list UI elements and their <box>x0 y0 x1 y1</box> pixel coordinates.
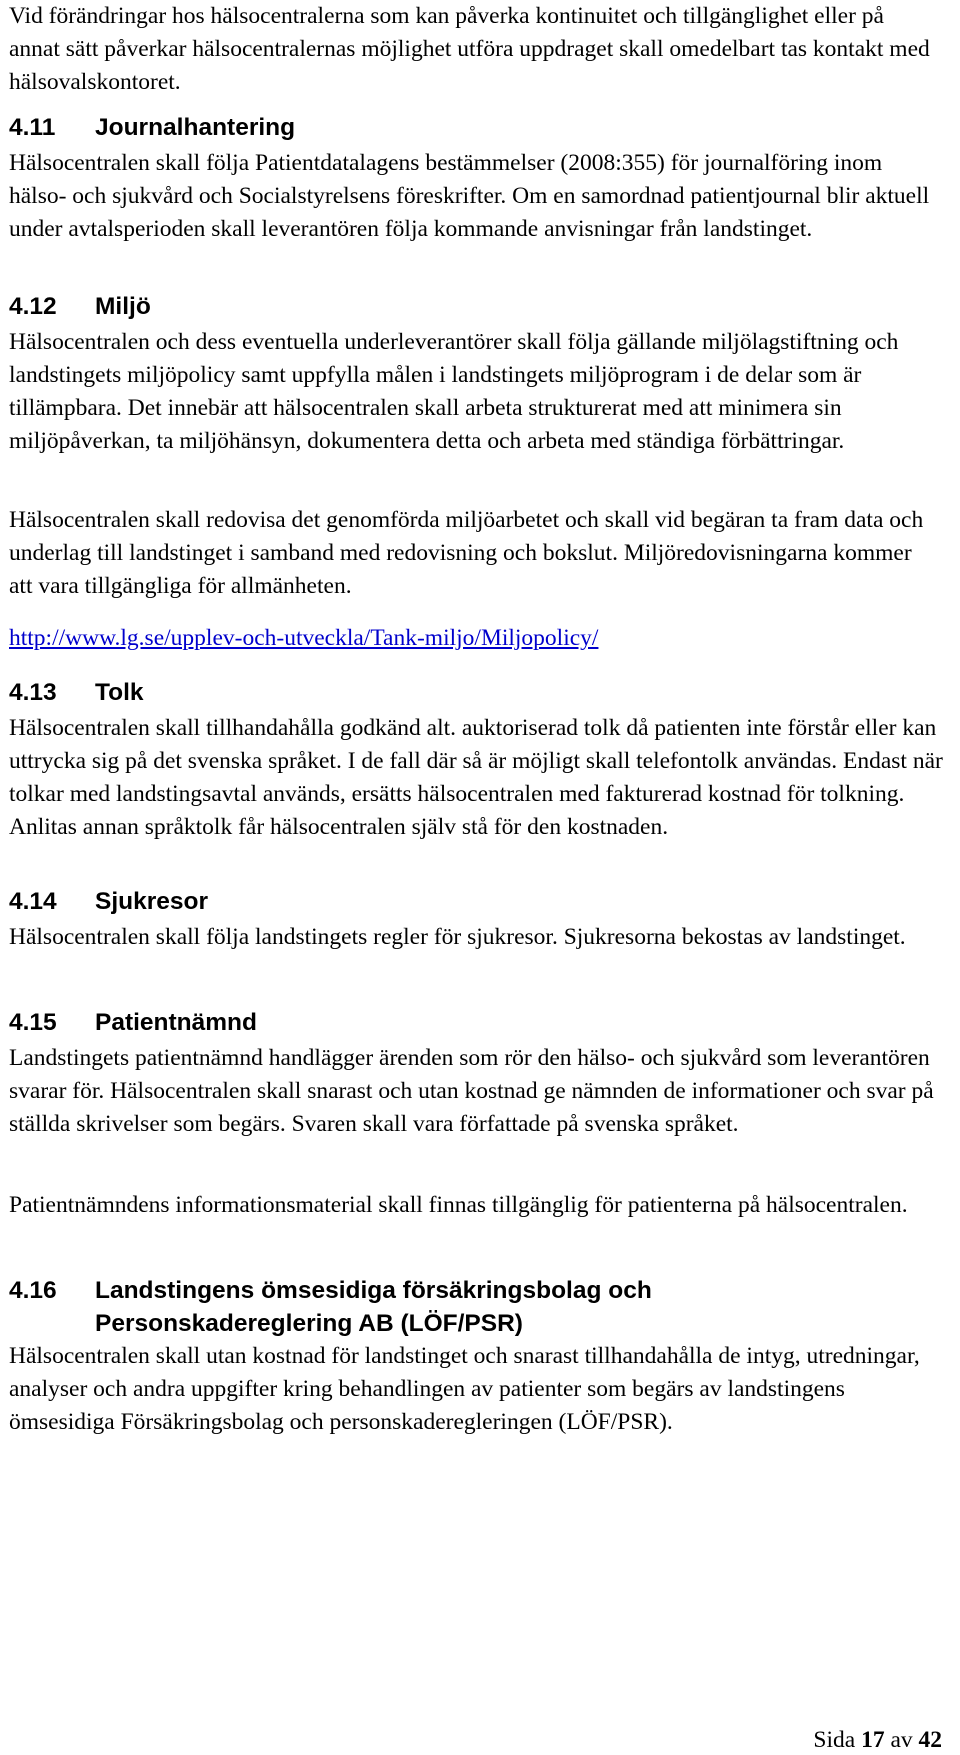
section-paragraph: Hälsocentralen skall följa landstingets regler för sjukresor. Sjukresorna bekostas av landstinget. <box>9 924 906 950</box>
section-number: 4.14 <box>9 888 57 915</box>
section-paragraph: Landstingets patientnämnd handlägger ärenden som rör den hälso- och sjukvård som leverantören svarar för. Hälsocentralen skall snarast och utan kostnad ge nämnden de informationer och svar på ställda skrivelser som begärs. Svaren skall vara författade på svenska språket. <box>9 1045 934 1137</box>
section-paragraph: Patientnämndens informationsmaterial skall finnas tillgänglig för patienterna på hälsocentralen. <box>9 1192 908 1218</box>
section-title: Tolk <box>95 679 144 706</box>
page-number: 17 <box>861 1727 885 1753</box>
section-paragraph: Hälsocentralen skall redovisa det genomförda miljöarbetet och skall vid begäran ta fram data och underlag till landstinget i samband med redovisning och bokslut. Miljöredovisningarna kommer att vara tillgängliga för allmänheten. <box>9 507 924 599</box>
section-title: Landstingens ömsesidiga försäkringsbolag och Personskadereglering AB (LÖF/PSR) <box>95 1277 652 1337</box>
section-heading-tolk <box>9 676 939 709</box>
section-number: 4.15 <box>9 1009 57 1036</box>
section-number: 4.11 <box>9 114 56 141</box>
section-paragraph: Hälsocentralen skall följa Patientdatalagens bestämmelser (2008:355) för journalföring inom hälso- och sjukvård och Socialstyrelsens föreskrifter. Om en samordnad patientjournal blir aktuell under avtalsperioden skall leverantören följa kommande anvisningar från landstinget. <box>9 150 930 242</box>
page-prefix: Sida <box>813 1727 856 1753</box>
miljopolicy-link-line <box>9 622 939 655</box>
section-number: 4.16 <box>9 1277 57 1304</box>
page-total: 42 <box>918 1727 942 1753</box>
section-title: Sjukresor <box>95 888 209 915</box>
section-title: Journalhantering <box>95 114 296 141</box>
section-title: Miljö <box>95 293 151 320</box>
section-paragraph: Hälsocentralen och dess eventuella underleverantörer skall följa gällande miljölagstiftning och landstingets miljöpolicy samt uppfylla målen i landstingets miljöprogram i de delar som är tillämpbara. Det innebär att hälsocentralen skall arbeta strukturerat med att minimera sin miljöpåverkan, ta miljöhänsyn, dokumentera detta och arbeta med ständiga förbättringar. <box>9 329 899 454</box>
section-number: 4.13 <box>9 679 57 706</box>
section-heading-lof-psr <box>9 1274 789 1340</box>
section-number: 4.12 <box>9 293 57 320</box>
intro-paragraph: Vid förändringar hos hälsocentralerna som kan påverka kontinuitet och tillgänglighet eller på annat sätt påverkar hälsocentralernas möjlighet utföra uppdraget skall omedelbart tas kontakt med hälsovalskontoret. <box>9 3 930 95</box>
section-heading-sjukresor <box>9 885 939 918</box>
section-heading-miljo <box>9 290 939 323</box>
miljopolicy-link[interactable]: http://www.lg.se/upplev-och-utveckla/Tank-miljo/Miljopolicy/ <box>9 625 599 651</box>
section-paragraph: Hälsocentralen skall tillhandahålla godkänd alt. auktoriserad tolk då patienten inte förstår eller kan uttrycka sig på det svenska språket. I de fall där så är möjligt skall telefontolk användas. Endast när tolkar med landstingsavtal används, ersätts hälsocentralen med fakturerad kostnad för tolkning. Anlitas annan språktolk får hälsocentralen själv stå för den kostnaden. <box>9 715 943 840</box>
section-paragraph: Hälsocentralen skall utan kostnad för landstinget och snarast tillhandahålla de intyg, utredningar, analyser och andra uppgifter kring behandlingen av patienter som begärs av landstingens ömsesidiga Försäkringsbolag och personskaderegleringen (LÖF/PSR). <box>9 1343 920 1435</box>
section-title: Patientnämnd <box>95 1009 257 1036</box>
page-separator: av <box>890 1727 913 1753</box>
section-heading-patientnamnd <box>9 1006 939 1039</box>
page-footer <box>813 1725 942 1755</box>
section-heading-journalhantering <box>9 111 939 144</box>
